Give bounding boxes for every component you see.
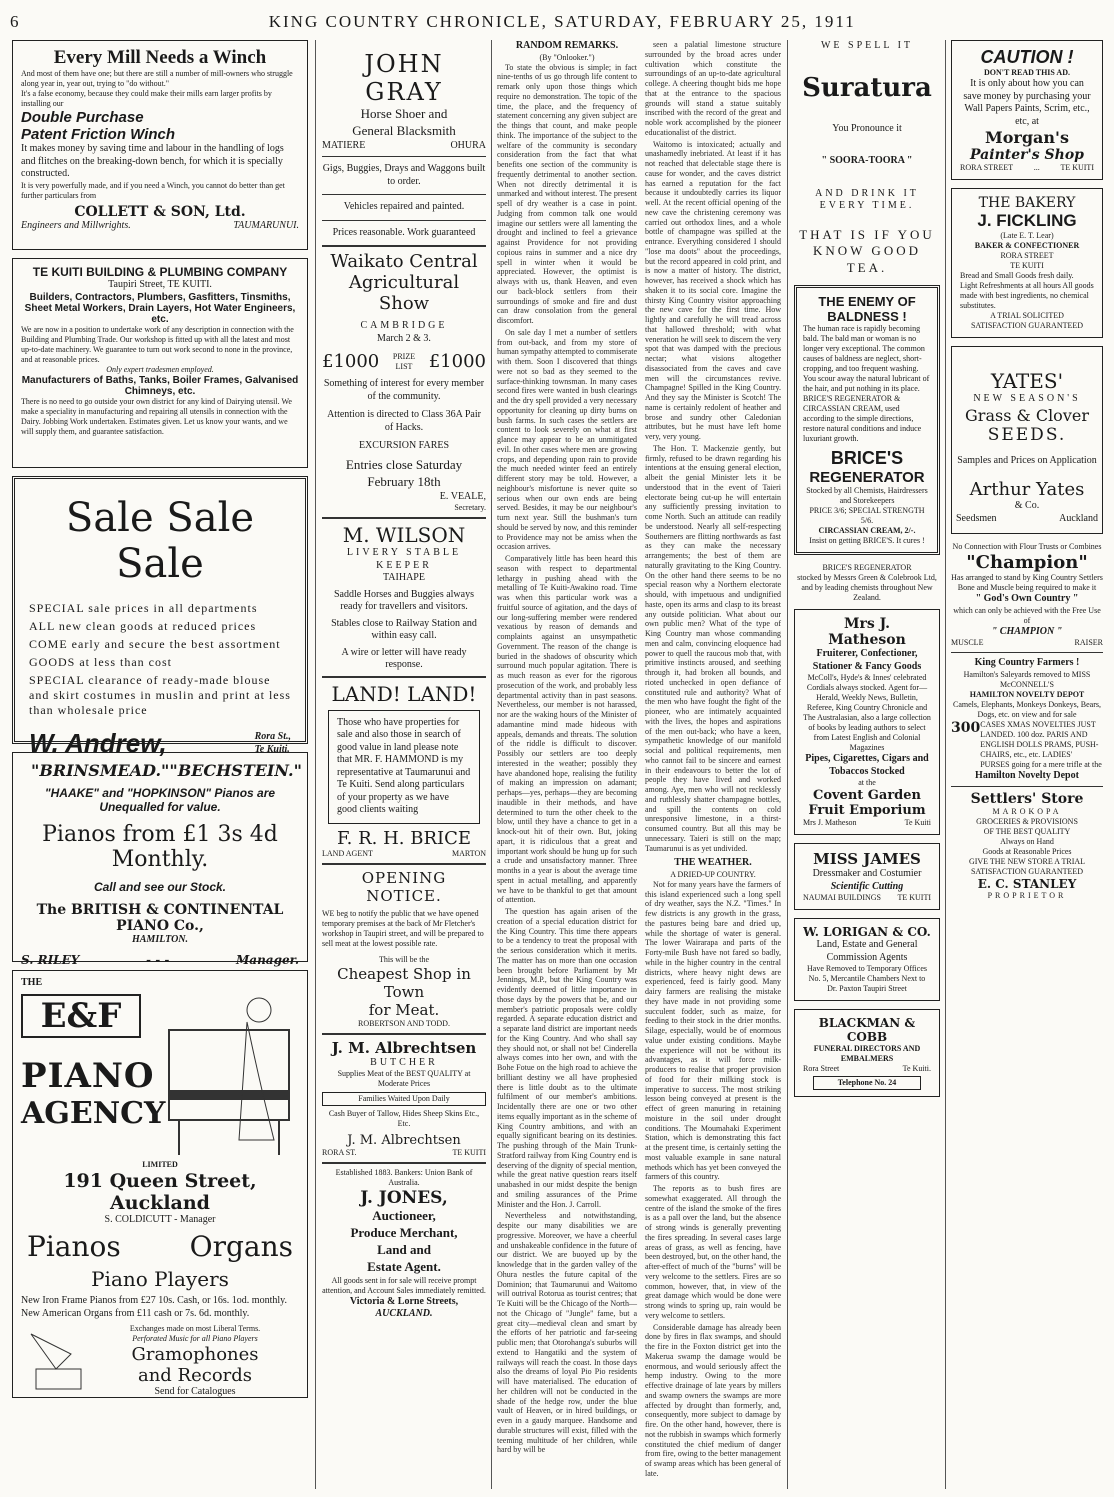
lorigan-removed: Have Removed to Temporary Offices [807, 964, 927, 974]
jones-trade-4: Estate Agent. [367, 1258, 441, 1274]
lorigan-ad [794, 918, 940, 1001]
jones-body: All goods sent in for sale will receive prompt attention, and Account Sales immediately remitted. [322, 1275, 486, 1295]
brices-brand-2: REGENERATOR [809, 469, 925, 487]
matheson-ad [794, 609, 940, 835]
show-prize-1: £1000 [322, 351, 380, 373]
show-sign-2: Secretary. [454, 503, 486, 513]
agency-exchanges: Exchanges made on most Liberal Terms. [129, 1324, 261, 1333]
blackman-name: BLACKMAN & COBB [818, 1016, 916, 1045]
brice-name: F. R. H. BRICE [336, 827, 472, 849]
butcher-name-2: J. M. Albrechtsen [347, 1133, 461, 1149]
agency-word-organs: Organs [189, 1230, 293, 1263]
winch-body: It makes money by saving time and labour in the handling of logs and flitches on the breaking-down bench, for which it is specially constructed. [21, 143, 284, 179]
land-headline: LAND! LAND! [331, 681, 477, 706]
weather-paragraph: The reports as to bush fires are somewhat exaggerated. All through the centre of the island the smoke of the fires is as a pall over the land, but the absence of strong winds is generally preventing the fires spreading. In several cases large areas of grass, as well as fencing, have been destroyed, but, on the other hand, the after-effect of much of the "burns" will be very welcome to the settlers. Fires are so common, however, that, in view of the great damage which would be done were strong winds to spring up, rain would be very welcome to settlers. [645, 1184, 781, 1320]
butcher-trade: BUTCHER [370, 1056, 438, 1068]
pianos-line-2: "HAAKE" and "HOPKINSON" Pianos are Unequalled for value. [44, 786, 276, 814]
caution-street: RORA STREET [960, 163, 1014, 172]
bakery-town: TE KUITI [1010, 261, 1044, 270]
winch-intro2: It's a false economy, because they could make their mills earn larger profits by installing our [21, 89, 272, 108]
wilson-name: M. WILSON [342, 523, 466, 548]
suratura-spell: WE SPELL IT [820, 40, 914, 51]
brice-title: LAND AGENT [322, 848, 373, 858]
gramophone-illustration [21, 1324, 91, 1394]
bakery-bread: Bread and Small Goods fresh daily. [960, 271, 1074, 280]
winch-headline: Every Mill Needs a Winch [53, 47, 267, 68]
pianos-firm: The BRITISH & CONTINENTAL PIANO Co., [36, 902, 284, 934]
bakery-satis: SATISFACTION GUARANTEED [970, 321, 1084, 330]
blackman-street: Rora Street [803, 1064, 840, 1074]
brices-enemy-2: BALDNESS ! [827, 309, 907, 325]
weather-title: THE WEATHER. [674, 857, 752, 869]
caution-dots: ... [1033, 163, 1040, 172]
plumbing-makers: Manufacturers of Baths, Tanks, Boiler Frames, Galvanised Chimneys, etc. [21, 374, 299, 397]
winch-intro: And most of them have one; but there are still a number of mill-owners who struggle along year in, year out, trying to "do without." [21, 69, 293, 88]
show-title-2: Agricultural Show [348, 272, 460, 315]
piano-keys [169, 1090, 289, 1100]
agency-body: New Iron Frame Pianos from £27 10s. Cash, or 16s. 1od. monthly. New American Organs from £11 cash or 7s. 6d. monthly. [21, 1295, 287, 1319]
farmers-body: Hamilton's Saleyards removed to MISS McCONNELL'S [963, 669, 1091, 689]
show-prize-2: £1000 [428, 351, 486, 373]
pianos-dashes: - - - [146, 952, 170, 967]
matheson-sig-1: Mrs J. Matheson [803, 818, 857, 828]
column-5 [794, 40, 940, 1105]
opening-ad [322, 869, 486, 1029]
column-2 [322, 40, 486, 1321]
weather-paragraph: Not for many years have the farmers of this island experienced such a long spell of dry weather, says the N.Z. "Times." In few districts is any growth in the grass, the pastures being bare and dried up, while the shortage of water is general. The lower Wairarapa and parts of the Forty-mile Bush have not fared so badly, while in the higher country in the central districts, where heavy night dews are experienced, feed is fairly good. Many dairy farmers are realising the mistake they have made in not providing some succulent fodder, such as maize, for feeding to their stock in the drier months. Silage, especially, would be of enormous value under existing conditions. Maybe the experience will not be without its advantages, as it will force milk-producers to realise that proper provision of food for their milking stock is imperative to success. The most striking lesson being conveyed at present is the effect of green manuring in retaining moisture in the soil under drought conditions. The Moumahaki Experiment Station, which is demonstrating this fact at the present time, is certainly setting the most valuable example in sane natural methods which has yet been conveyed the farmers of this country. [645, 879, 781, 1182]
wilson-ad [322, 523, 486, 672]
blackman-phone: Telephone No. 24 [813, 1076, 921, 1090]
column-3 [497, 40, 637, 1487]
jones-trade-3: Land and [377, 1241, 431, 1257]
sale-item: SPECIAL clearance of ready-made blouse and skirt costumes in muslin and print at less than wholesale price [29, 673, 291, 717]
gray-gigs: Gigs, Buggies, Drays and Waggons built to order. [322, 163, 486, 187]
wilson-trade: LIVERY STABLE KEEPER [346, 547, 462, 571]
pianos-offer: Pianos from £1 3s 4d Monthly. [42, 822, 278, 872]
settlers-goods: Goods at Reasonable Prices [982, 847, 1072, 856]
sale-item: SPECIAL sale prices in all departments [29, 601, 258, 615]
champion-ad [951, 542, 1103, 648]
butcher-street: RORA ST. [322, 1148, 357, 1158]
caution-name: Morgan's [985, 128, 1069, 147]
weather-paragraph: Considerable damage has already been done by fires in flax swamps, and should the fire in the Foxton district get into the Makerua swamp the damage would be enormous, and would seriously affect the hemp industry. Owing to the more effective drainage of late years by millers and swamp owners the swamps are more affected by drought than formerly, and, consequently, more subject to damage by fire. On the other hand, however, there is not the rubbish in swamps which formerly constituted the chief medium of danger from fire, owing to the better management of swamp areas which has been general of late. [645, 1322, 781, 1478]
champion-muscle: MUSCLE [951, 638, 984, 647]
plumbing-body: We are now in a position to undertake work of any description in connection with the Building and Plumbing Trade. Our workshop is fitted up with all the latest and most up-to-date machinery. We guarantee to turn out work second to none in the province, and at reasonable prices. [21, 324, 294, 364]
article-paragraph: Comparatively little has been heard this season with respect to departmental lethargy in pushing ahead with the metalling of Te Kuiti-Awakino road. Time was when this particular work was a fruitful source of agitation, and the days of our long-suffering member were rendered vexatious by reason of demands and complaints against an unsympathetic Government. The reason of the change is buried in the shadows of obscurity which surround much popular agitation. There is as much reason as ever for the rigorous prosecution of the work, and probably less departmental activity than in past seasons. Nevertheless, our member is not harassed, nor are the waking hours of the Minister of adamantine mind made hideous with appeals, demands and threats. The solution of the riddle is difficult to discover. Possibly our settlers are too deeply interested in the weather; possibly they have abandoned hope, realising the futility of making an impression on adamant; perhaps—yes, perhaps—they are becoming inaudible in their methods, and have determined to turn the other cheek to the blow, until they have a chance to get in a knock-out hit of their own. But, joking apart, it is ridiculous that a great and important work should be hung up for such a crude and unsatisfactory manner. Three months in a year is about the average time spent in actual metalling, and apparently we have to be thankful to get that amount of attention. [497, 554, 637, 905]
butcher-ad [322, 1039, 486, 1159]
wilson-body-3: A wire or letter will have ready response. [341, 646, 467, 671]
pianos-city: HAMILTON. [131, 934, 189, 945]
opening-cheap-2: for Meat. [368, 1000, 440, 1019]
farmers-head: King Country Farmers ! [974, 657, 1080, 668]
gray-place-2: OHURA [450, 139, 486, 151]
settlers-place: MAROKOPA [992, 807, 1062, 816]
show-interest: Something of interest for every member of the community. [323, 378, 485, 402]
brand-brinsmead: "BRINSMEAD." [31, 761, 170, 780]
champion-champ: " CHAMPION " [991, 625, 1063, 637]
james-town: TE KUITI [897, 893, 931, 903]
show-attention: Attention is directed to Class 36A Pair of Hacks. [327, 409, 481, 433]
butcher-name: J. M. Albrechtsen [331, 1038, 477, 1057]
show-place: CAMBRIDGE [360, 320, 448, 332]
column-6 [951, 40, 1103, 901]
plumbing-ad [12, 258, 308, 468]
suratura-drink-2: EVERY TIME. [819, 200, 915, 211]
pianos-manager-name: S. RILEY [21, 952, 80, 967]
matheson-garden: Covent Garden [812, 788, 921, 804]
bakery-street: RORA STREET [1000, 251, 1054, 260]
brices-brand-1: BRICE'S [830, 448, 904, 469]
lorigan-name: W. LORIGAN & CO. [803, 925, 931, 940]
yates-season: NEW SEASON'S [973, 393, 1081, 404]
jones-ad [322, 1168, 486, 1321]
yates-seedsmen: Seedsmen [956, 512, 997, 524]
matheson-fruit: Fruit Emporium [808, 803, 926, 819]
piano-agency-ad: THE E&F PIANO AGENCY LIMITED 191 Queen Street, Auckland S. COLDICUTT - Manager Pianos Organs Piano Players New Iron Frame Pianos from £27 10s. Cash, or 16s. 1od. monthly. New American Organs from £11 cash or 7s. 6d. monthly. Exchanges made on most Liberal Terms. Perforated Music for all Piano Players Gramophones and Records Send for Catalogues [12, 970, 308, 1398]
lorigan-address: No. 5, Mercantile Chambers Next to Dr. Paxton Taupiri Street [808, 974, 926, 994]
james-building: NAUMAI BUILDINGS [803, 893, 881, 903]
yates-seeds: SEEDS. [987, 424, 1067, 445]
lorigan-trade: Land, Estate and General Commission Agents [816, 939, 918, 963]
jones-trade-2: Produce Merchant, [350, 1224, 458, 1240]
opening-headline: OPENING NOTICE. [361, 868, 447, 905]
article-paragraph: To state the obvious is simple; in fact nine-tenths of us go through life content to remark only upon those things which require no demonstration. The topic of the time, the place, and the frequency of statement concerning any given subject are the things that count, and make people think. The importance of the subject to the welfare of the community is secondary consideration from the fact that what benefits one section of the community is frequently detrimental to another section. When not directly detrimental it is unmarked and without interest. The present spell of dry weather is a case in point. Judging from common talk one would imagine our settlers were all lamenting the drought and inclined to feel a grievance against Providence for not providing copious rains in summer and a nice dry spell in winter when it would be appreciated. However, the optimist is always with us, thank Heaven, and even our back-block settlers from their surroundings of smoke and fire and dust can draw consolation from the general discomfort. [497, 62, 637, 325]
pianist-head [247, 998, 271, 1022]
farmers-xmas: CASES XMAS NOVELTIES JUST LANDED. 100 doz. PARIS AND ENGLISH DOLLS PRAMS, PUSH-CHAIRS, etc., etc. LADIES' PURSES going for a mere trifle at the [980, 719, 1102, 769]
sale-item: ALL new clean goods at reduced prices [29, 619, 257, 633]
yates-ad [951, 346, 1103, 534]
pianos-ad [12, 752, 308, 967]
agency-gram-1: Gramophones [131, 1344, 259, 1365]
article-paragraph: The Hon. T. Mackenzie gently, but firmly, refused to be drawn regarding his intentions at the ensuing general election, albeit the genial Minister lets it be understood that in the event of Taieri electorate being cut-up he will entertain any sufficiently pressing invitation to come North. Such an attitude can readily be understood. Nearly all self-respecting Southerners are flitting northwards as fast as they can make the necessary arrangements; the best of them are naturally gravitating to the King Country. On the other hand there seems to be no special reason why a Northern electorate should, with impetuous and undignified haste, open its arms and clasp to its breast any outside politician. What about our own public men? What of the type of King Country man whose commanding men and calm, convincing eloquence had power to quell the raucous mob that, with primitive instincts aroused, and seething through it, had broken all bounds, and rioted unchecked in open defiance of constituted rule and authority? What of the men who have fought the fight of the pioneer, who are intimately acquainted with the lives, the hopes and aspirations of the men out-back; who have a keen, sympathetic knowledge of our manifold social and political requirements, men who cannot fail to be sincere and earnest in their endeavours to better the lot of people they have lived and worked among. Aye, men who will not recklessly and ruthlessly shatter champagne bottles, and spill the contents on cold unresponsive limestone, in a thirst-consumed country. But all this may be unnecessary. Taieri is still on the map; Taumarunui is as yet undivided. [645, 443, 781, 853]
pianos-manager-title: Manager. [236, 952, 299, 967]
brand-bechstein: "BECHSTEIN." [169, 761, 302, 780]
article-title: RANDOM REMARKS. [515, 40, 619, 51]
yates-co: & Co. [1014, 500, 1040, 511]
suratura-pronounce: You Pronounce it [832, 122, 902, 134]
jones-trade-1: Auctioneer, [372, 1208, 436, 1224]
caution-dont: DON'T READ THIS AD. [984, 68, 1070, 77]
gray-ad [322, 50, 486, 239]
opening-cheap-1: Cheapest Shop in Town [337, 964, 471, 1001]
plumbing-headline: TE KUITI BUILDING & PLUMBING COMPANY [32, 265, 288, 279]
sale-merchant-name: W. Andrew, [29, 728, 167, 758]
caution-ad [951, 40, 1103, 180]
yates-city: Auckland [1059, 512, 1098, 524]
settlers-owner: E. C. STANLEY [977, 877, 1077, 891]
wilson-place: TAIHAPE [383, 572, 425, 584]
matheson-trade: Fruiterer, Confectioner, Stationer & Fancy Goods [812, 648, 922, 672]
plumbing-trades: Builders, Contractors, Plumbers, Gasfitters, Tinsmiths, Sheet Metal Workers, Drain Layers, Hot Water Engineers, etc. [24, 291, 296, 325]
champion-raiser: RAISER [1074, 638, 1103, 647]
settlers-satis: SATISFACTION GUARANTEED [970, 867, 1084, 876]
agency-title-2: AGENCY [21, 1095, 166, 1131]
article-continuation [645, 40, 781, 853]
show-prize-label-2: LIST [395, 361, 413, 371]
butcher-buyer: Cash Buyer of Tallow, Hides Sheep Skins Etc., Etc. [328, 1109, 480, 1129]
settlers-give: GIVE THE NEW STORE A TRIAL [968, 857, 1086, 866]
article-paragraph: On sale day I met a number of settlers from out-back, and from my store of human sympathy attempted to commiserate with them. Soon I discovered that things were not so bad as they seemed to the surface-thinking townsman. In many cases second fires were wanted in bush clearings and the dry spell provided a very necessary opportunity for cleaning up dirty burns on bush farms. In such cases the settlers are content to look severely on what at first glance may appear to be an unmitigated evil. In other cases where men are growing crops, and depending upon rain to provide the much needed winter feed an entirely different story may be told. However, a neighbour's misfortune is never quite so serious when our own ends are being served. Besides, it may be our neighbour's turn next year. Still the bushman's turn should be served by now, and this reminder to Providence may not be amiss when the occasion arrives. [497, 327, 637, 552]
pianos-call: Call and see our Stock. [93, 880, 227, 894]
caution-head: CAUTION ! [980, 47, 1074, 67]
column-4 [645, 40, 781, 1487]
farmers-depot-2: Hamilton Novelty Depot [975, 769, 1079, 781]
article-byline: (By "Onlooker.") [539, 52, 595, 62]
brices-ad [794, 285, 940, 555]
gramophone-box [36, 1369, 81, 1389]
gray-prices: Prices reasonable. Work guaranteed [332, 226, 476, 238]
brice-place: MARTON [451, 848, 486, 858]
pianist-dress [239, 1022, 274, 1140]
opening-will: This will be the [379, 954, 429, 964]
bakery-name: J. FICKLING [977, 211, 1077, 230]
suratura-drink-1: AND DRINK IT [815, 187, 919, 199]
suratura-ad [794, 40, 940, 277]
champion-which: which can only be achieved with the Free Use of [953, 605, 1101, 625]
sale-items [29, 601, 291, 718]
suratura-brand: Suratura [802, 72, 932, 103]
bakery-late: (Late E. T. Lear) [1000, 231, 1054, 240]
bakery-trial: A TRIAL SOLICITED [990, 311, 1064, 320]
agency-manager-name: S. COLDICUTT [104, 1213, 172, 1225]
brices-enemy-1: THE ENEMY OF [818, 294, 916, 310]
farmers-camels: Camels, Elephants, Monkeys Donkeys, Bears, Dogs, etc. on view and for sale [953, 699, 1101, 719]
settlers-ad [951, 791, 1103, 901]
champion-conn: No Connection with Flour Trusts or Combines [952, 542, 1102, 551]
sale-addr-1: Rora St., [254, 731, 291, 742]
sale-addr-2: Te Kuiti. [254, 743, 290, 755]
sale-item: GOODS at less than cost [29, 655, 172, 669]
brices-price: PRICE 3/6; SPECIAL STRENGTH 5/6. [809, 506, 925, 526]
land-body: Those who have properties for sale and also those in search of good value in land please note that MR. F. HAMMOND is my representative at Taumarunui and Te Kuiti. Send along particulars of your property as we have good clients waiting [328, 710, 480, 824]
weather-subtitle: A DRIED-UP COUNTRY. [670, 869, 756, 879]
agency-title-1: PIANO [21, 1055, 155, 1096]
gray-trade-2: General Blacksmith [352, 122, 456, 138]
show-title-1: Waikato Central [330, 251, 478, 273]
winch-firm: COLLETT & SON, Ltd. [74, 203, 246, 220]
caution-body: It is only about how you can save money by purchasing your Wall Papers Paints, Scrim, etc., etc, at [963, 78, 1091, 127]
article-paragraph: seen a palatial limestone structure surrounded by the broad acres under cultivation which constitute the surroundings of an up-to-date agricultural college. A cheering thought bids me hope that at the entrance to the spacious grounds will stand a statue suitably inscribed with the record of the great and noble work accomplished by the pioneer educationalist of the district. [645, 40, 781, 137]
weather-body [645, 880, 781, 1479]
brices-footer-1: BRICE'S REGENERATOR [822, 563, 912, 573]
james-ad [794, 843, 940, 910]
farmers-number: 300 [951, 719, 981, 736]
winch-product-2: Patent Friction Winch [21, 126, 176, 143]
show-dates: March 2 & 3. [377, 332, 431, 344]
butcher-town: TE KUITI [452, 1148, 486, 1158]
farmers-depot: HAMILTON NOVELTY DEPOT [969, 689, 1085, 699]
winch-body-2: It is very powerfully made, and if you need a Winch, you cannot do better than get further particulars from [21, 180, 285, 200]
land-ad [322, 682, 486, 859]
butcher-families: Families Waited Upon Daily [322, 1092, 486, 1106]
settlers-always: Always on Hand [1000, 837, 1054, 846]
winch-ad [12, 40, 308, 250]
agency-logo: E&F [21, 994, 141, 1038]
article-paragraph: Nevertheless and notwithstanding, despite our many disabilities we are progressive. Moreover, we have a cheerful and unshakeable confidence in the future of our district. We are buoyed up by the knowledge that in the garden valley of the Ohura nestles the future capital of the Dominion; that Taumarunui and Waitomo will outrival Rotorua as tourist centres; that Te Kuiti will be the Chicago of the North—not the Chicago of "Jungle" fame, but a great city—medieval clean and smart by the efforts of her patriotic and far-seeing public men; that Otorohanga's suburbs will extend to Hangatiki and the system of railways will reach the coast. In those days also the dreams of loyal Pio Pio residents will have materialised. The education of her children will not be conducted in the shade of the hedge row, under the blue vault of Heaven, or in hired buildings, or even in a gaudy marquee. Handsome and durable structures will exist, filled with the teeming multitude of her children, while hard by will be [497, 1211, 637, 1455]
matheson-body: McColl's, Hyde's & Innes' celebrated Cordials always stocked. Agent for—Herald, Weekly News, Bulletin, Referee, King Country Chronicle and The Australasian, also a large collection of books by leading authors to select from Latest English and Colonial Magazines [803, 673, 931, 753]
gray-name: JOHN GRAY [364, 50, 444, 106]
caution-shop: Painter's Shop [970, 147, 1084, 163]
settlers-prop: PROPRIETOR [987, 891, 1067, 900]
show-ad [322, 251, 486, 513]
plumbing-address: Taupiri Street, TE KUITI. [108, 279, 212, 290]
agency-word-pianos: Pianos [27, 1230, 121, 1263]
plumbing-body-2: Only expert tradesmen employed. [106, 364, 214, 374]
winch-product-1: Double Purchase [21, 109, 144, 126]
blackman-ad [794, 1009, 940, 1097]
matheson-sig-2: Te Kuiti [904, 818, 931, 828]
page-header [10, 10, 1104, 34]
wilson-body: Saddle Horses and Buggies always ready for travellers and visitors. [334, 588, 474, 613]
james-trade: Dressmaker and Costumier [812, 868, 922, 880]
agency-perforated: Perforated Music for all Piano Players [132, 1334, 258, 1343]
james-cutting: Scientific Cutting [830, 880, 904, 892]
wilson-body-2: Stables close to Railway Station and within easy call. [331, 617, 477, 642]
show-entries-2: February 18th [367, 473, 441, 489]
yates-name: YATES' [990, 369, 1064, 393]
masthead-title: KING COUNTRY CHRONICLE, SATURDAY, FEBRUARY 25, 1911 [268, 12, 856, 31]
champion-gods: " God's Own Country " [975, 593, 1079, 604]
winch-trade: Engineers and Millwrights. [21, 219, 131, 231]
opening-firm: ROBERTSON AND TODD. [358, 1018, 450, 1028]
farmers-ad [951, 657, 1103, 782]
article-paragraph: The question has again arisen of the creation of a special education district for the King Country. This time there appears to be a tendency to treat the proposal with the serious consideration which it merits. The matter has on more than one occasion been brought before Parliament by Mr Jennings, M.P., but the King Country was evidently deemed of little importance in those days by the powers that be, and our member's patriotic proposals were coldly regarded. A separate education district and a separate land district are important needs for the King Country. And who shall say they should not, or shall not be! Cinderella always comes into her own, and with the Bohe Fotue on the high road to achieve the brilliant destiny we all have prophesied there is little doubt as to the ultimate fulfilment of our member's ambitions. Incidentally there are one or two other items equally important as in the scheme of King Country ambitions, and with an equally significant bearing on its destinies. The pushing through of the Main Trunk-Stratford railway from King Country end is deserving of the dignity of special mention, while the great native question rears itself unabashed in our midst despite the benign and smiling assurances of the Prime Minister and the Hon. J. Carroll. [497, 907, 637, 1209]
bakery-head: THE BAKERY [978, 195, 1076, 211]
gramophone-horn [31, 1334, 71, 1369]
yates-samples: Samples and Prices on Application [957, 454, 1097, 466]
opening-body: WE beg to notify the public that we have opened temporary premises at the back of Mr Fletcher's workshop in Taupiri street, and will be prepared to sell meat at the lowest possible rate. [322, 908, 484, 948]
piano-body [169, 1030, 289, 1120]
winch-place: TAUMARUNUI. [233, 219, 299, 231]
brices-stocked: Stocked by all Chemists, Hairdressers and Storekeepers [806, 486, 928, 506]
james-name: MISS JAMES [813, 850, 921, 869]
yates-firm: Arthur Yates [969, 479, 1085, 500]
suratura-sound: " SOORA-TOORA " [821, 155, 913, 166]
piano-illustration [149, 990, 299, 1160]
champion-body: Has arranged to stand by King Country Settlers Bone and Muscle being required to make it [951, 573, 1103, 592]
blackman-trade: FUNERAL DIRECTORS AND EMBALMERS [813, 1044, 921, 1064]
agency-word-players: Piano Players [91, 1267, 229, 1291]
column-rule [945, 40, 946, 1489]
gray-trade-1: Horse Shoer and [360, 106, 448, 121]
brices-cream: CIRCASSIAN CREAM, 2/-. [818, 526, 916, 536]
sale-item: COME early and secure the best assortment [29, 637, 281, 651]
column-rule [491, 40, 492, 1489]
column-1 [12, 40, 308, 1406]
brices-insist: Insist on getting BRICE'S. It cures ! [809, 536, 925, 546]
caution-town: TE KUITI [1060, 163, 1094, 172]
article-body [497, 63, 637, 1456]
matheson-name: Mrs J. Matheson [828, 616, 906, 649]
agency-address: 191 Queen Street, Auckland [63, 1169, 257, 1214]
jones-name: J. JONES, [360, 1188, 448, 1209]
bakery-trade: BAKER & CONFECTIONER [974, 241, 1080, 250]
settlers-groc-2: OF THE BEST QUALITY [983, 827, 1071, 836]
jones-est: Established 1883. Bankers: Union Bank of Australia. [335, 1168, 473, 1188]
agency-send: Send for Catalogues [154, 1386, 236, 1397]
agency-the: THE [21, 977, 43, 988]
settlers-groc-1: GROCERIES & PROVISIONS [976, 817, 1078, 826]
jones-street: Victoria & Lorne Streets, [349, 1295, 459, 1307]
matheson-at: at the [858, 778, 876, 788]
jones-city: AUCKLAND. [375, 1308, 433, 1320]
column-rule [315, 40, 316, 1489]
gray-place-1: MATIERE [322, 139, 366, 151]
agency-manager-title: Manager [179, 1213, 216, 1225]
brices-footer-2: stocked by Messrs Green & Colebrook Ltd, and by leading chemists throughout New Zealand. [797, 573, 937, 603]
champion-name: "Champion" [966, 552, 1088, 573]
sale-ad [12, 476, 308, 758]
show-prize-label-1: PRIZE [392, 351, 416, 361]
matheson-pipes: Pipes, Cigarettes, Cigars and Tobaccos Stocked [805, 753, 929, 777]
page-number: 6 [10, 12, 21, 31]
plumbing-body-3: There is no need to go outside your own district for any kind of Dairying utensil. We make a speciality in manufacturing and repairing all utensils in connection with the Dairy. Jobbing Work undertaken. Estimates given. Let us know your wants, and we will supply them, and guarantee satisfaction. [21, 396, 292, 436]
show-excursion: EXCURSION FARES [358, 440, 450, 452]
agency-limited: LIMITED [142, 1159, 178, 1169]
sale-headline: Sale Sale Sale [65, 495, 255, 587]
brices-body: The human race is rapidly becoming bald. The bald man or woman is no longer very exceptional. The common causes of baldness are neglect, short-cropping, and too frequent washing. You scour away the natural lubricant of the hair, and put nothing in its place. BRICE'S REGENERATOR & CIRCASSIAN CREAM, used according to the simple directions, restore natural conditions and induce luxuriant growth. [803, 324, 930, 444]
settlers-name: Settlers' Store [970, 791, 1084, 807]
article-paragraph: Waitomo is intoxicated; actually and unashamedly inebriated. At least if it has not reached that delectable stage there is cause for wonder, and the caves district has earned a reputation for the fact because it undoubtedly carries its liquor well. At the recent official opening of the new cave the christening ceremony was carried out orthodox lines, and a whole bottle of champagne was spilled at the entrance. Everything considered I should "lose ma doots" about the proceedings, but the record appeared in cold print, and is now a matter of history. The district, however, has received a shock which has shaken it to its social core. Imagine the thirsty King Country visitor approaching the new cave for the first time. How lightly and carefully he will tread across that hallowed threshold; with what veneration he will seek to discern the very spot that was damped with the precious nectar; what visions altogether disassociated from the caves and cave men will the circumstances revive. Champagne! Spilled in the King Country. And they say the Minister is Scotch! The name is certainly redolent of heather and brose and sundry other Caledonian attributes, but he must have left home very, very young. [645, 139, 781, 441]
show-entries-1: Entries close Saturday [345, 456, 463, 472]
blackman-town: Te Kuiti. [902, 1064, 931, 1074]
butcher-body: Supplies Meat of the BEST QUALITY at Moderate Prices [337, 1069, 471, 1089]
column-rule [787, 40, 788, 1489]
suratura-know: KNOW GOOD TEA. [812, 243, 921, 276]
show-sign: E. VEALE, [439, 490, 486, 502]
agency-gram-2: and Records [137, 1365, 253, 1386]
suratura-that: THAT IS IF YOU [799, 226, 935, 242]
bakery-light: Light Refreshments at all hours All goods made with best ingredients, no chemical substitutes. [960, 281, 1094, 310]
bakery-ad [951, 188, 1103, 338]
gray-vehicles: Vehicles repaired and painted. [343, 201, 465, 213]
yates-grass: Grass & Clover [965, 405, 1089, 425]
